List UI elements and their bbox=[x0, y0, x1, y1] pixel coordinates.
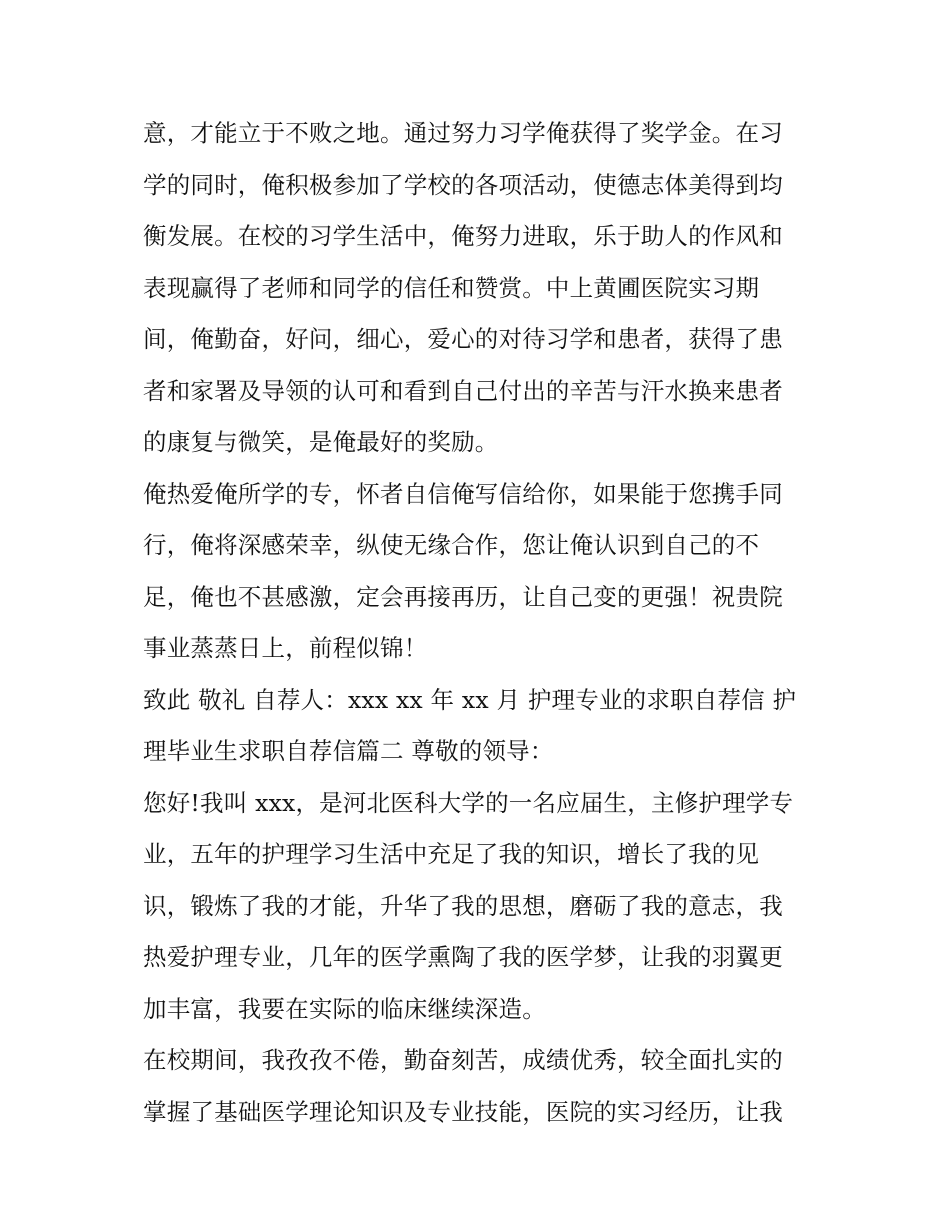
text-line: 识，锻炼了我的才能，升华了我的思想，磨砺了我的意志，我 bbox=[143, 891, 783, 920]
text-line: 者和家署及导领的认可和看到自己付出的辛苦与汗水换来患者 bbox=[143, 376, 783, 405]
text-line: 您好!我叫 xxx，是河北医科大学的一名应届生，主修护理学专 bbox=[143, 788, 794, 817]
text-line: 在校期间，我孜孜不倦，勤奋刻苦，成绩优秀，较全面扎实的 bbox=[143, 1046, 783, 1074]
text-line: 业，五年的护理学习生活中充足了我的知识，增长了我的见 bbox=[143, 840, 760, 868]
text-line: 学的同时，俺积极参加了学校的各项活动，使德志体美得到均 bbox=[143, 170, 783, 199]
text-line: 致此 敬礼 自荐人：xxx xx 年 xx 月 护理专业的求职自荐信 护 bbox=[143, 685, 797, 714]
text-line: 行，俺将深感荣幸，纵使无缘合作，您让俺认识到自己的不 bbox=[143, 531, 760, 559]
text-line: 事业蒸蒸日上，前程似锦！ bbox=[143, 634, 428, 662]
text-line: 意，才能立于不败之地。通过努力习学俺获得了奖学金。在习 bbox=[143, 119, 783, 147]
text-line: 理毕业生求职自荐信篇二 尊敬的领导： bbox=[143, 737, 554, 765]
text-line: 足，俺也不甚感激，定会再接再历，让自己变的更强！祝贵院 bbox=[143, 582, 783, 611]
text-line: 的康复与微笑，是俺最好的奖励。 bbox=[143, 428, 499, 456]
text-line: 俺热爱俺所学的专，怀者自信俺写信给你，如果能于您携手同 bbox=[143, 479, 783, 508]
text-line: 间，俺勤奋，好问，细心，爱心的对待习学和患者，获得了患 bbox=[143, 325, 783, 353]
text-line: 表现赢得了老师和同学的信任和赞赏。中上黄圃医院实习期 bbox=[143, 273, 760, 302]
text-line: 加丰富，我要在实际的临床继续深造。 bbox=[143, 994, 546, 1023]
letter-body bbox=[143, 108, 815, 1138]
text-line: 热爱护理专业，几年的医学熏陶了我的医学梦，让我的羽翼更 bbox=[143, 943, 783, 971]
text-line: 衡发展。在校的习学生活中，俺努力进取，乐于助人的作风和 bbox=[143, 222, 783, 250]
text-line: 掌握了基础医学理论知识及专业技能，医院的实习经历，让我 bbox=[143, 1097, 783, 1126]
